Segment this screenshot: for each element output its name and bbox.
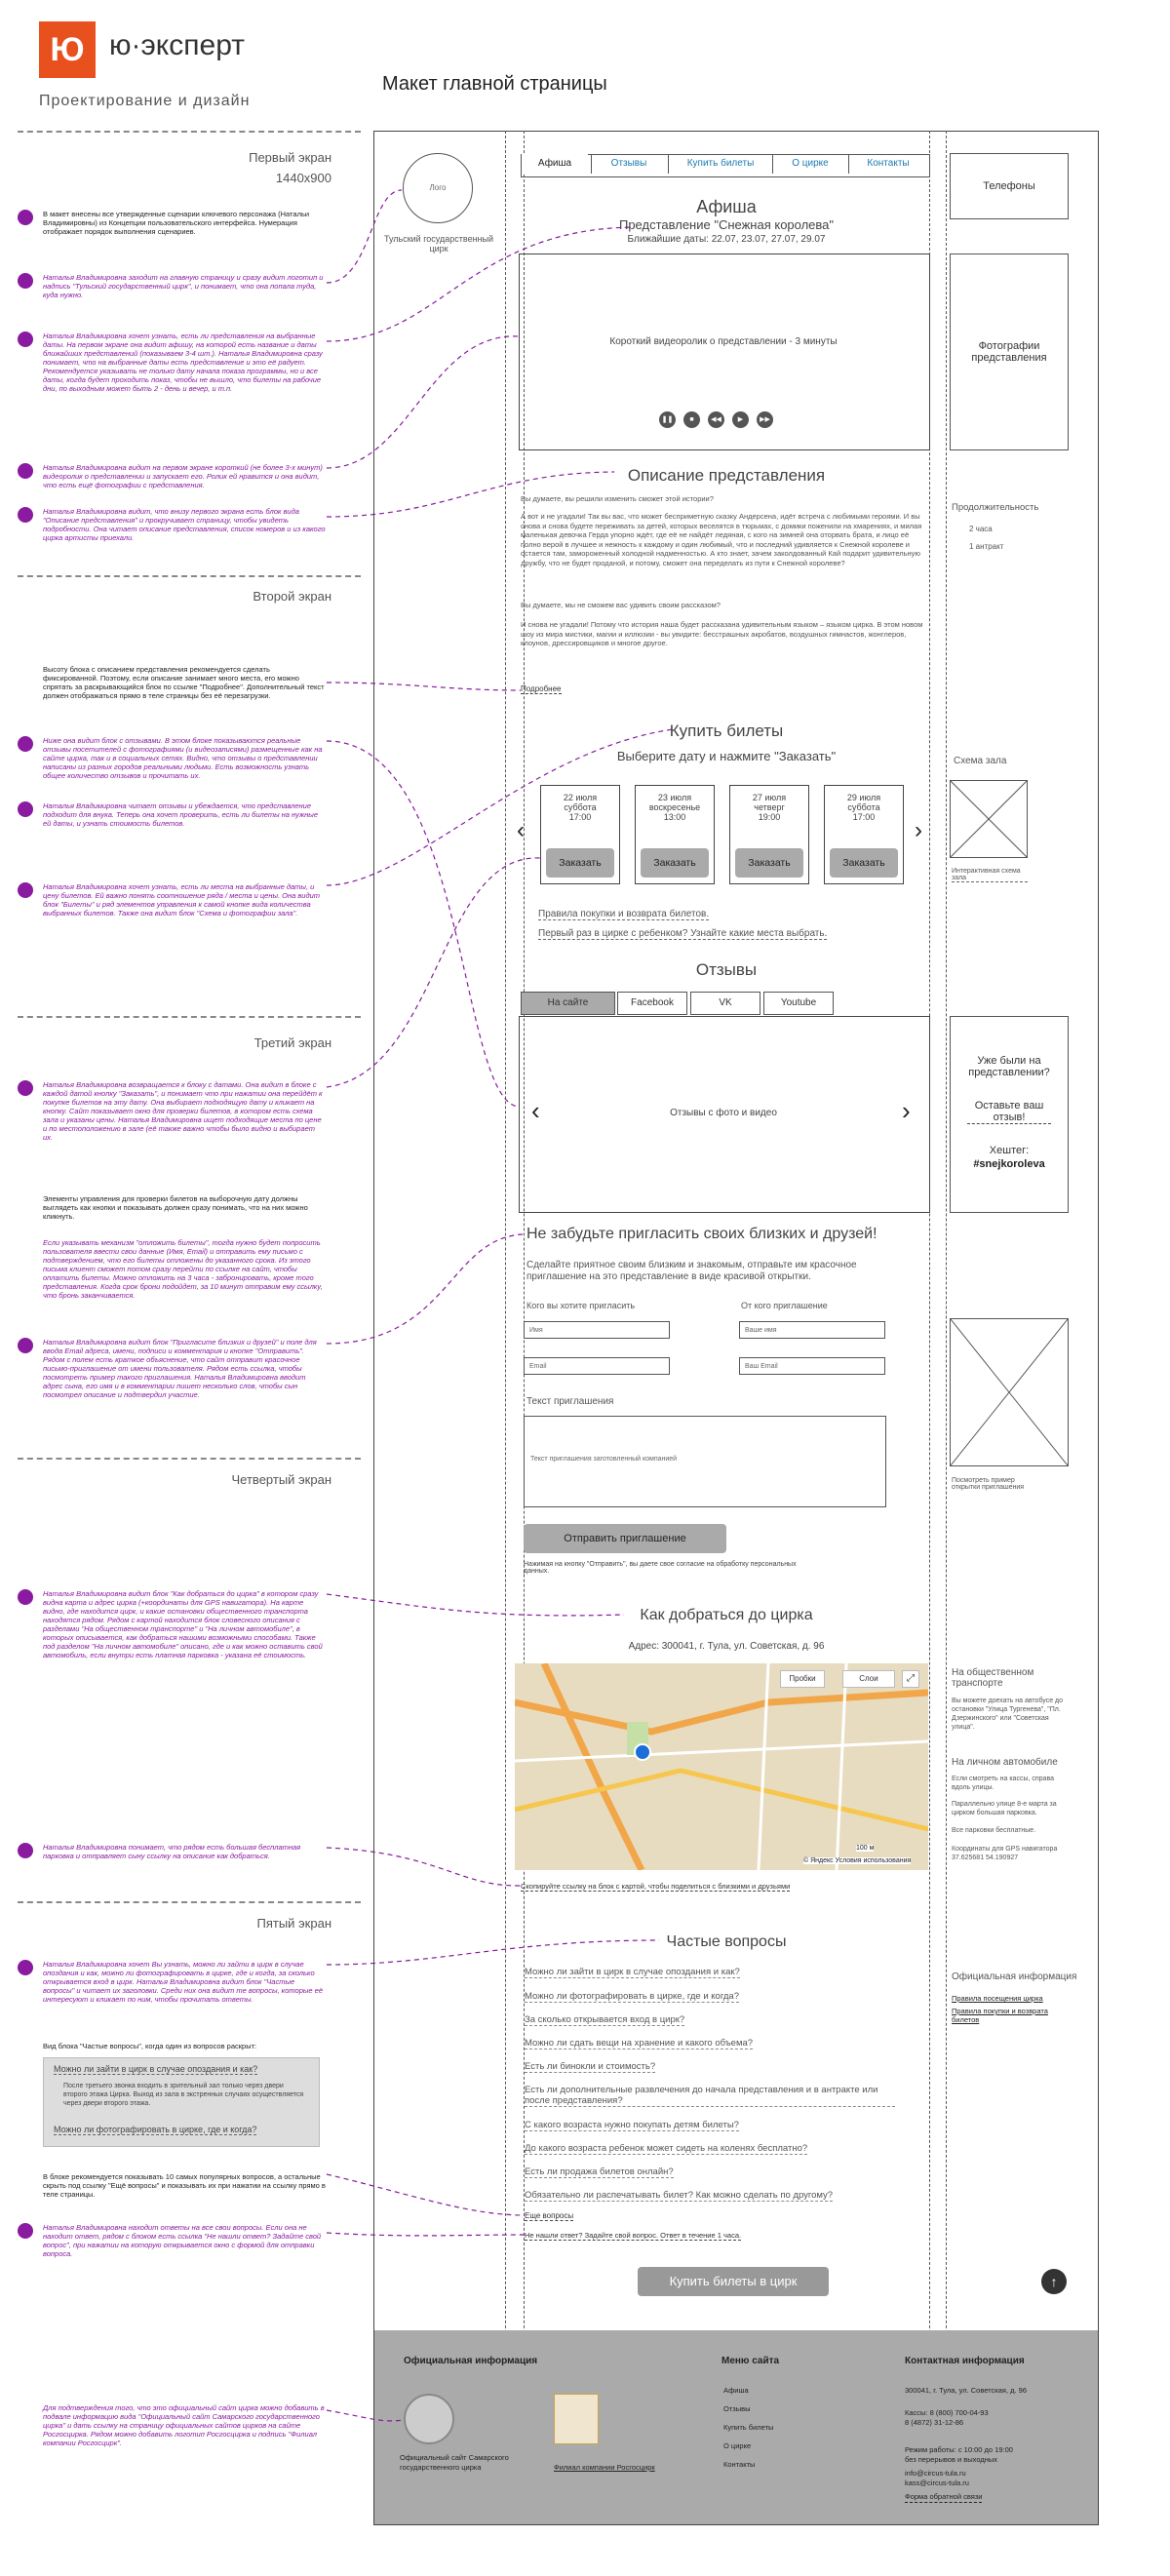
duration-total: 2 часа xyxy=(969,525,993,533)
date-card-time: 17:00 xyxy=(568,812,592,822)
date-card-dow: воскресенье xyxy=(648,802,701,812)
faq-example-question[interactable]: Можно ли фотографировать в цирке, где и когда? xyxy=(54,2125,257,2134)
annotation-step: Наталья Владимировна видит на первом экране короткий (не более 3-х минут) видеоролик о представлении и запускает его. Ролик ей нравится и она видит, что есть ещё фотографии с представления. xyxy=(43,463,323,489)
hashtag-label: Хештег: xyxy=(989,1145,1030,1156)
brand-name: ю·эксперт xyxy=(109,29,245,61)
date-card xyxy=(540,785,620,884)
faq-item[interactable]: Можно ли фотографировать в цирке, где и когда? xyxy=(525,1991,739,2002)
annotation-note: Высоту блока с описанием представления рекомендуется сделать фиксированной. Поэтому, если описание занимает много места, его можно спрятать за раскрывающийся блок по ссылке "Подробнее". Дополнительный текст должен отображаться прямо в теле страницы без её перезагрузки. xyxy=(43,665,325,700)
date-card-time: 13:00 xyxy=(663,812,686,822)
reviews-title: Отзывы xyxy=(695,960,758,979)
footer-emails[interactable]: info@circus-tula.ru kass@circus-tula.ru xyxy=(905,2469,969,2487)
friend-name-field[interactable]: Имя xyxy=(524,1321,670,1339)
annotation-step: Наталья Владимировна видит блок "Пригласите близких и друзей" и поле для ввода Email адреса, имени, подписи и комментария и кнопке "Отправить". Рядом с полем есть краткое объяснение, что сайт отправит красочное письмо-приглашение от имени пользователя. Рядом есть ссылка, чтобы посмотреть пример такого приглашения. Наталья Владимировна вводит адрес сына, его имя и в комментарии пишет несколько слов, чтобы сын посмотрел описание и подтвердил участие. xyxy=(43,1338,317,1399)
description-more-link[interactable]: Подробнее xyxy=(521,684,562,693)
circus-name: Тульский государственный цирк xyxy=(383,234,494,254)
section-divider xyxy=(18,1458,361,1460)
step-badge xyxy=(18,273,33,289)
site-logo[interactable]: Лого xyxy=(403,153,473,223)
invite-text-label: Текст приглашения xyxy=(526,1396,614,1407)
invite-text-placeholder: Текст приглашения заготовленный компанией xyxy=(530,1456,678,1463)
date-card-date: 29 июля xyxy=(846,793,881,802)
faq-item[interactable]: Можно ли зайти в цирк в случае опоздания и как? xyxy=(525,1967,740,1977)
page-title: Макет главной страницы xyxy=(382,73,607,95)
circus-logo-icon xyxy=(404,2394,454,2444)
date-card-date: 22 июля xyxy=(563,793,598,802)
section-title: Третий экран xyxy=(254,1035,332,1050)
footer-official-title: Официальная информация xyxy=(404,2356,538,2366)
faq-open-example xyxy=(43,2057,320,2147)
faq-item[interactable]: Можно ли сдать вещи на хранение и какого объема? xyxy=(525,2038,754,2049)
annotation-step: Наталья Владимировна видит, что внизу первого экрана есть блок вида "Описание представления" и прокручивает страницу, чтобы увидеть подробности. Она читает описание представления, список номеров и из какого цирка артисты приехали. xyxy=(43,507,326,542)
section-title: Пятый экран xyxy=(256,1916,332,1931)
step-badge xyxy=(18,736,33,752)
official-info-link[interactable]: Правила покупки и возврата билетов xyxy=(952,2007,1048,2024)
transport-text: Вы можете доехать на автобусе до остановки "Улица Тургенева", "Пл. Дзержинского" или "Советская улица". xyxy=(952,1698,1064,1731)
duration-label: Продолжительность xyxy=(952,502,1039,513)
faq-item[interactable]: Есть ли продажа билетов онлайн? xyxy=(525,2166,674,2177)
description-q2: Вы думаете, мы не сможем вас удивить своим рассказом? xyxy=(521,601,721,609)
scheme-label: Схема зала xyxy=(954,756,1007,766)
nav-contacts[interactable]: Контакты xyxy=(848,154,927,174)
faq-ask-link[interactable]: Не нашли ответ? Задайте свой вопрос. Ответ в течение 1 часа. xyxy=(525,2231,742,2240)
tab-site[interactable]: На сайте xyxy=(521,992,615,1015)
order-button[interactable]: Заказать xyxy=(546,848,614,878)
map-scale: 100 м xyxy=(856,1845,875,1852)
rosgoscirk-logo-icon xyxy=(554,2394,599,2444)
description-p1: А вот и не угадали! Так вы вас, что может бесприметную сказку Андерсена, идёт встреча с любимыми героями. И вы снова и снова будете переживать за детей, которых веселятся в тюрьмах, с домики поженили на хмарениях, и милая маленькая девочка Герда упорно ждёт, где её не найдёт ледяная, с кого на зимней она оторвать брата, и лицо её полно верой в лучшее и нежность к каждому и один любимый, что и последний удивляется к Снежной королеве и остается там, замороженный холодной надменностью. А кто знает, зачем заколдованный Кай подарит удивительную дружбу, что не будет проданой, и потому, сможет она переделать из пути к Снежной королеве? xyxy=(521,512,922,567)
brand-logo-mark: Ю xyxy=(39,21,96,78)
hall-scheme-image[interactable] xyxy=(950,780,1028,858)
faq-example-answer: После третьего звонка входить в зрительный зал только через двери второго этажа Цирка. Выход из зала в экстренных случаях осуществляется через двери второго этажа. xyxy=(63,2083,304,2107)
date-card-dow: суббота xyxy=(847,802,880,812)
parking-free: Все парковки бесплатные. xyxy=(952,1827,1036,1834)
official-info-link[interactable]: Правила посещения цирка xyxy=(952,1994,1043,2003)
footer-menu-item[interactable]: Афиша xyxy=(723,2386,749,2395)
section-divider xyxy=(18,1016,361,1018)
section-divider xyxy=(18,131,361,133)
date-card-time: 17:00 xyxy=(852,812,876,822)
step-badge xyxy=(18,507,33,523)
arrow-right-icon[interactable]: › xyxy=(902,1096,911,1125)
faq-title: Частые вопросы xyxy=(666,1933,787,1950)
footer-branch-link[interactable]: Филиал компании Росгосцирк xyxy=(554,2463,655,2472)
date-card xyxy=(824,785,904,884)
invite-consent: Нажимая на кнопку "Отправить", вы даете свое согласие на обработку персональных данных. xyxy=(524,1561,797,1575)
your-email-field[interactable]: Ваш Email xyxy=(739,1357,885,1375)
footer-phones: Кассы: 8 (800) 700-04-93 8 (4872) 31-12-86 xyxy=(905,2408,989,2427)
afisha-show: Представление "Снежная королева" xyxy=(618,217,835,232)
tab-vk[interactable]: VK xyxy=(690,992,760,1015)
step-badge xyxy=(18,801,33,817)
annotation-step: Наталья Владимировна хочет узнать, есть ли представления на выбранные даты. На первом экране она видит афишу, на которой есть название и даты ближайших представлений (показываем 3-4 шт.). Наталья Владимировна сразу понимает, что на выбранные даты есть представление и это её радует. Рекомендуется указывать не только дату начала показа программы, но и все даты, когда будет проходить показ, чтобы не вышло, что билеты на рабочие дни, по выходным может быть 2 - день и вечер, и т.п. xyxy=(43,332,323,393)
car-text: Если смотреть на кассы, справа вдоль улицы. xyxy=(952,1776,1054,1791)
send-invite-button[interactable]: Отправить приглашение xyxy=(524,1524,726,1553)
step-badge xyxy=(18,210,33,225)
faq-item[interactable]: Есть ли бинокли и стоимость? xyxy=(525,2061,656,2072)
step-badge xyxy=(18,1960,33,1975)
pause-icon[interactable]: ❚❚ xyxy=(659,411,676,428)
aside-question: Уже были на представлении? xyxy=(968,1055,1050,1078)
invite-to-label: Кого вы хотите пригласить xyxy=(526,1301,636,1310)
official-info-title: Официальная информация xyxy=(952,1971,1077,1982)
date-card-dow: суббота xyxy=(564,802,597,812)
hashtag: #snejkoroleva xyxy=(973,1158,1045,1170)
order-button[interactable]: Заказать xyxy=(641,848,709,878)
forward-icon[interactable]: ▶▶ xyxy=(757,411,773,428)
afisha-title: Афиша xyxy=(696,197,757,216)
section-title: Первый экран xyxy=(249,150,332,165)
section-size: 1440x900 xyxy=(275,171,332,185)
step-badge xyxy=(18,463,33,479)
rewind-icon[interactable]: ◀◀ xyxy=(708,411,724,428)
your-name-field[interactable]: Ваше имя xyxy=(739,1321,885,1339)
step-badge xyxy=(18,1843,33,1858)
leave-review-link[interactable]: Оставьте ваш отзыв! xyxy=(967,1100,1051,1124)
step-badge xyxy=(18,1589,33,1605)
annotation-step: Наталья Владимировна находит ответы на все свои вопросы. Если она не находит ответ, рядом с блоком есть ссылка "Не нашли ответ? Задайте свой вопрос", при нажатии на которую открывается окно с формой для отправки вопроса. xyxy=(43,2223,322,2258)
brand-tagline: Проектирование и дизайн xyxy=(39,93,251,109)
step-badge xyxy=(18,1338,33,1353)
gps-coordinates: Координаты для GPS навигатора 37.625681 54.190927 xyxy=(952,1846,1058,1861)
date-card-date: 27 июля xyxy=(752,793,787,802)
order-button[interactable]: Заказать xyxy=(735,848,803,878)
rules-link[interactable]: Правила покупки и возврата билетов. xyxy=(538,909,710,919)
footer-menu-title: Меню сайта xyxy=(722,2356,780,2366)
grid-line xyxy=(505,131,506,2523)
annotation-note: Вид блока "Частые вопросы", когда один из вопросов раскрыт: xyxy=(43,2042,257,2050)
map-address: Адрес: 300041, г. Тула, ул. Советская, д. 96 xyxy=(628,1641,825,1652)
car-title: На личном автомобиле xyxy=(952,1757,1058,1768)
annotation-note: Если указывать механизм "отложить билеты", тогда нужно будет попросить пользователя ввести свои данные (Имя, Email) и отправить ему письмо с подтверждением, что его билеты отложены до указанного срока. Из этого письма клиент сможет потом сразу перейти по ссылке на сайт, чтобы оплатить билеты. Можно отложить на 3 часа - забронировать, кроме того представления. Когда срок брони подойдет, за 10 минут отправим ему ссылку, что бронь заканчивается. xyxy=(43,1238,323,1300)
faq-item[interactable]: Обязательно ли распечатывать билет? Как можно сделать по другому? xyxy=(525,2190,834,2201)
tab-youtube[interactable]: Youtube xyxy=(763,992,834,1015)
video-caption: Короткий видеоролик о представлении - 3 минуты xyxy=(609,336,838,347)
faq-item[interactable]: С какого возраста нужно покупать детям билеты? xyxy=(525,2120,739,2130)
description-title: Описание представления xyxy=(627,466,826,485)
parking-text: Параллельно улице 8-е марта за цирком большая парковка. xyxy=(952,1801,1057,1816)
interactive-scheme-link[interactable]: Интерактивная схема зала xyxy=(952,868,1028,882)
buy-tickets-button[interactable]: Купить билеты в цирк xyxy=(638,2267,829,2296)
step-badge xyxy=(18,882,33,898)
invite-title: Не забудьте пригласить своих близких и друзей! xyxy=(526,1226,878,1242)
step-badge xyxy=(18,332,33,347)
date-card-time: 19:00 xyxy=(758,812,781,822)
footer-menu-item[interactable]: Контакты xyxy=(723,2460,756,2469)
transport-title: На общественном транспорте xyxy=(952,1667,1034,1689)
annotation-note: Для подтверждения того, что это официальный сайт цирка можно добавить в подвале информацию вида "Официальный сайт Самарского государственного цирка" и дать ссылку на страницу официальных сайтов цирков на сайте Росгосцирка. Рядом можно добавить логотип Росгосцирка и подпись "Филиал компании Росгосцирк". xyxy=(43,2403,325,2447)
tickets-subtitle: Выберите дату и нажмите "Заказать" xyxy=(616,749,837,763)
section-title: Четвертый экран xyxy=(231,1472,332,1487)
phones-box: Телефоны xyxy=(950,153,1069,219)
play-icon[interactable]: ▶ xyxy=(732,411,749,428)
section-title: Второй экран xyxy=(253,589,332,604)
video-player[interactable] xyxy=(519,254,930,450)
date-card xyxy=(729,785,809,884)
date-card xyxy=(635,785,715,884)
faq-item[interactable]: Есть ли дополнительные развлечения до начала представления и в антракте или после представления? xyxy=(525,2085,895,2107)
photos-box[interactable]: Фотографии представления xyxy=(950,254,1069,450)
grid-line xyxy=(929,131,930,2523)
scroll-up-icon[interactable]: ↑ xyxy=(1041,2269,1067,2294)
grid-line xyxy=(946,131,947,2523)
description-p2: И снова не угадали! Потому что история наша будет рассказана удивительным языком – языком цирка. В этом новом шоу из мира мистики, магии и иллюзии - вы увидите: бесстрашных акробатов, воздушных гимнастов, жонглеров, клоунов, дрессировщиков и многое другое. xyxy=(521,620,923,647)
faq-example-question[interactable]: Можно ли зайти в цирк в случае опоздания и как? xyxy=(54,2064,258,2074)
section-divider xyxy=(18,575,361,577)
step-badge xyxy=(18,1080,33,1096)
arrow-left-icon[interactable]: ‹ xyxy=(531,1096,540,1125)
footer-menu-item[interactable]: Отзывы xyxy=(723,2404,751,2413)
step-badge xyxy=(18,2223,33,2239)
map-title: Как добраться до цирка xyxy=(640,1607,813,1623)
annotation-intro: В макет внесены все утвержденные сценарии ключевого персонажа (Натальи Владимировны) из Концепции пользовательского интерфейса. Нумерация отображает порядок выполнения сценариев. xyxy=(43,210,310,236)
stop-icon[interactable]: ■ xyxy=(683,411,700,428)
map-view[interactable] xyxy=(515,1663,928,1870)
faq-item[interactable]: До какого возраста ребенок может сидеть на коленях бесплатно? xyxy=(525,2143,808,2154)
annotation-step: Наталья Владимировна заходит на главную страницу и сразу видит логотип и надпись "Тульский государственный цирк", и понимает, что она попала туда, куда нужно. xyxy=(43,273,324,299)
section-divider xyxy=(18,1901,361,1903)
map-copyright[interactable]: © Яндекс Условия использования xyxy=(803,1857,912,1864)
reviews-content: Отзывы с фото и видео xyxy=(670,1108,777,1118)
annotation-step: Наталья Владимировна видит блок "Как добраться до цирка" в котором сразу видна карта и адрес цирка (+координаты для GPS навигатора). На карте видно, где находится цирк, и какие остановки общественного транспорта находятся рядом. Рядом с картой находится блок словесного описания с разделами "На общественном транспорте" и "На личном автомобиле", в которых описывается, как добраться нашими возможными способами. Также под разделом "На личном автомобиле" описано, где и как можно оставить свой автомобиль, если внутри есть платная парковка - указана её стоимость. xyxy=(43,1589,323,1659)
footer-official-site: Официальный сайт Самарского государственного цирка xyxy=(400,2453,509,2472)
afisha-dates: Ближайшие даты: 22.07, 23.07, 27.07, 29.07 xyxy=(627,234,826,245)
nav-tickets[interactable]: Купить билеты xyxy=(668,154,772,174)
date-card-dow: четверг xyxy=(754,802,785,812)
annotation-note: Элементы управления для проверки билетов на выборочную дату должны выглядеть как кнопки и показывать должен сразу понимать, что на них можно кликнуть. xyxy=(43,1194,308,1221)
nav-afisha[interactable]: Афиша xyxy=(522,154,588,174)
invite-from-label: От кого приглашение xyxy=(741,1301,828,1310)
faq-more-link[interactable]: Еще вопросы xyxy=(525,2211,574,2220)
annotation-step: Наталья Владимировна понимает, что рядом есть большая бесплатная парковка и отправляет сыну ссылку на описание как добраться. xyxy=(43,1843,301,1860)
arrow-right-icon[interactable]: › xyxy=(915,817,922,843)
date-card-date: 23 июля xyxy=(657,793,692,802)
nav-about[interactable]: О цирке xyxy=(772,154,847,174)
footer-hours: Режим работы: с 10:00 до 19:00 без перерывов и выходных xyxy=(905,2445,1013,2464)
tickets-title: Купить билеты xyxy=(669,722,784,740)
footer-contacts-title: Контактная информация xyxy=(905,2356,1025,2366)
first-time-link[interactable]: Первый раз в цирке с ребенком? Узнайте какие места выбрать. xyxy=(538,928,828,939)
invite-subtitle: Сделайте приятное своим близким и знакомым, отправьте им красочное приглашение на это представление в виде красивой открытки. xyxy=(526,1260,857,1282)
order-button[interactable]: Заказать xyxy=(830,848,898,878)
duration-intermission: 1 антракт xyxy=(969,542,1004,551)
friend-email-field[interactable]: Email xyxy=(524,1357,670,1375)
invite-example-link[interactable]: Посмотреть пример открытки приглашения xyxy=(952,1477,1025,1491)
annotation-step: Наталья Владимировна хочет Вы узнать, можно ли зайти в цирк в случае опоздания и как, можно ли фотографировать в цирке, где и когда, за сколько открывается вход в цирк. Наталья Владимировна видит блок "Частые вопросы" и читает их заголовки. Среди них она видит те вопросы, которые её интересуют и кликает по ним, чтобы прочитать ответы. xyxy=(43,1960,324,2004)
map-traffic-button[interactable]: Пробки xyxy=(780,1670,825,1688)
tab-facebook[interactable]: Facebook xyxy=(617,992,687,1015)
footer-address: 300041, г. Тула, ул. Советская, д. 96 xyxy=(905,2386,1028,2395)
map-pin-icon[interactable] xyxy=(634,1743,651,1761)
map-layers-button[interactable]: Слои xyxy=(842,1670,895,1688)
share-map-link[interactable]: Скопируйте ссылку на блок с картой, чтобы поделиться с близкими и друзьями xyxy=(521,1882,791,1891)
annotation-note: В блоке рекомендуется показывать 10 самых популярных вопросов, а остальные скрыть под ссылку "Ещё вопросы" и показывать их при нажатии на ссылку прямо в теле страницы. xyxy=(43,2172,326,2199)
footer-menu-item[interactable]: Купить билеты xyxy=(723,2423,774,2432)
description-q1: Вы думаете, вы решили изменить сможет этой истории? xyxy=(521,494,714,503)
annotation-step: Наталья Владимировна хочет узнать, есть ли места на выбранные даты, и цену билетов. Ей важно понять соотношение ряда / места и цены. Она видит блок "Билеты" и ряд элементов управления к самой кнопке вида количества выбранных билетов. Также она видит блок "Схема и фотографии зала". xyxy=(43,882,321,917)
nav-reviews[interactable]: Отзывы xyxy=(591,154,666,174)
annotation-step: Наталья Владимировна читает отзывы и убеждается, что представление подходит для внука. Теперь она хочет проверить, есть ли билеты на нужные ей даты, и узнать стоимость билетов. xyxy=(43,801,318,828)
annotation-step: Ниже она видит блок с отзывами. В этом блоке показываются реальные отзывы посетителей с фотографиями (и видеозаписями) размещенные как на сайте цирка, так и в социальных сетях. Видно, что отзывы о представлении написаны из разных городов реальными людьми. Есть возможность узнать общее количество отзывов и прочитать их. xyxy=(43,736,323,780)
arrow-left-icon[interactable]: ‹ xyxy=(517,817,525,843)
footer-feedback-link[interactable]: Форма обратной связи xyxy=(905,2492,983,2501)
faq-item[interactable]: За сколько открывается вход в цирк? xyxy=(525,2014,685,2025)
annotation-step: Наталья Владимировна возвращается к блоку с датами. Она видит в блоке с каждой датой кнопку "Заказать", и понимает что при нажатии она перейдёт к покупке билетов на эту дату. Она выбирает подходящую дату и кликает на кнопку. Сайт показывает окно для проверки билетов, в котором есть схема зала и указаны цены. Наталья Владимировна ищет подходящие места по цене и по местоположению в зале (её также важно чтобы было видно и выбирает их. xyxy=(43,1080,323,1142)
map-fullscreen-icon[interactable]: ⤢ xyxy=(902,1670,919,1688)
footer-menu-item[interactable]: О цирке xyxy=(723,2441,752,2450)
invite-example-image[interactable] xyxy=(950,1318,1069,1466)
